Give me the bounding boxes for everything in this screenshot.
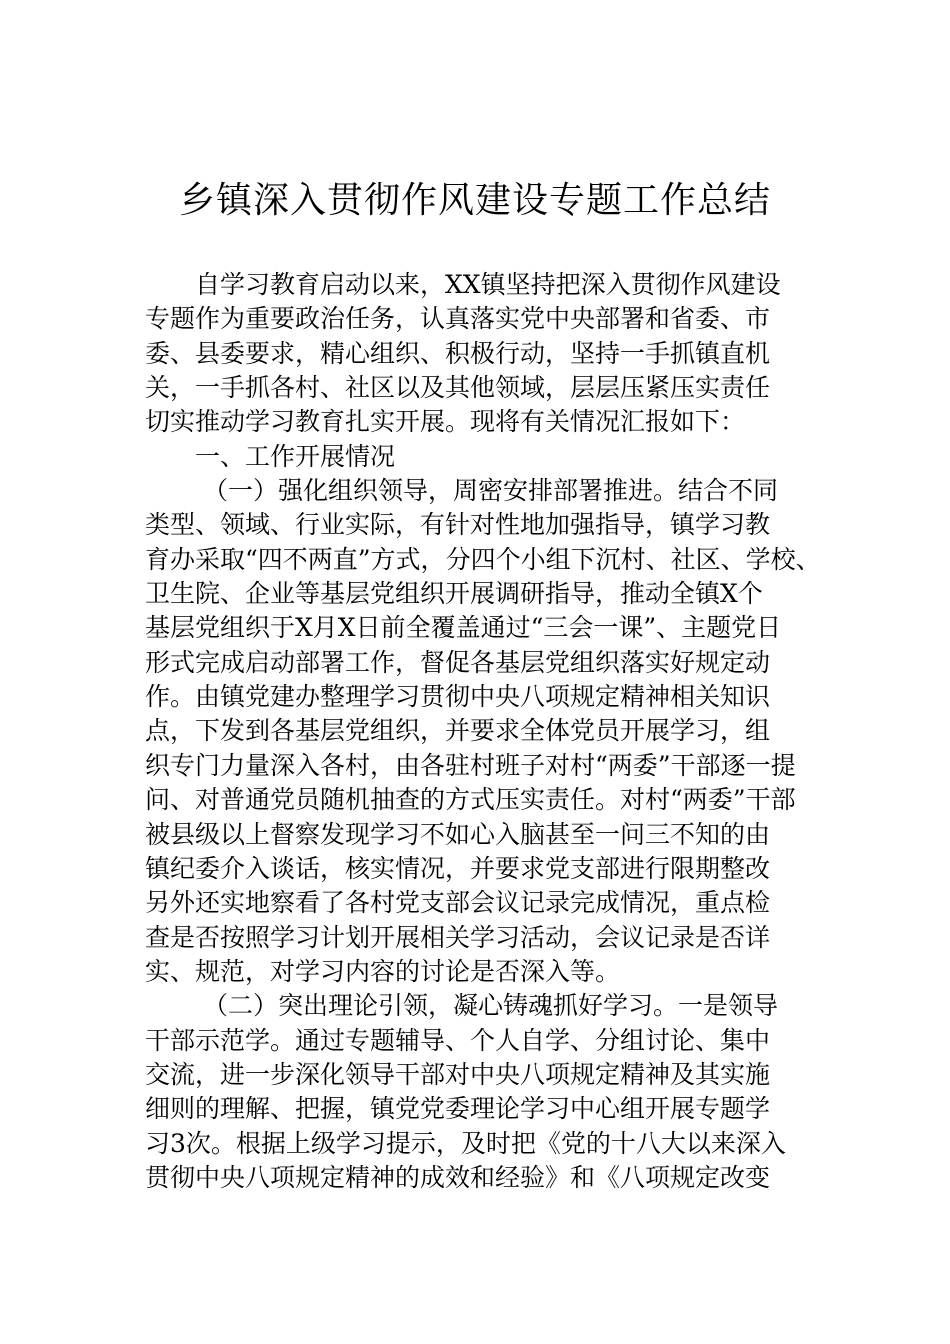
paragraph-line: 查是否按照学习计划开展相关学习活动，会议记录是否详 [145,922,771,952]
paragraph-line: 委、县委要求，精心组织、积极行动，坚持一手抓镇直机 [145,338,771,368]
paragraph-line: 点，下发到各基层党组织，并要求全体党员开展学习，组 [145,716,771,746]
paragraph-line: 另外还实地察看了各村党支部会议记录完成情况，重点检 [145,888,771,918]
paragraph-line: 实、规范，对学习内容的讨论是否深入等。 [145,956,621,986]
paragraph-line: 细则的理解、把握，镇党党委理论学习中心组开展专题学 [145,1094,771,1124]
paragraph-line: 作。由镇党建办整理学习贯彻中央八项规定精神相关知识 [145,682,771,712]
paragraph-line: 自学习教育启动以来，XX镇坚持把深入贯彻作风建设 [195,270,781,299]
paragraph-line: 关，一手抓各村、社区以及其他领域，层层压紧压实责任 [145,373,771,403]
paragraph-line: 类型、领域、行业实际，有针对性地加强指导，镇学习教 [145,510,771,540]
paragraph-line: 基层党组织于X月X日前全覆盖通过“三会一课”、主题党日 [145,613,782,643]
paragraph-line: 专题作为重要政治任务，认真落实党中央部署和省委、市 [145,304,771,334]
paragraph-line: 卫生院、企业等基层党组织开展调研指导，推动全镇X个 [145,579,763,609]
document-title: 乡镇深入贯彻作风建设专题工作总结 [178,180,771,221]
paragraph-line: 被县级以上督察发现学习不如心入脑甚至一问三不知的由 [145,819,771,849]
section-heading: 一、工作开展情况 [195,441,396,471]
paragraph-line: 切实推动学习教育扎实开展。现将有关情况汇报如下： [145,407,746,437]
paragraph-line: 问、对普通党员随机抽查的方式压实责任。对村“两委”干部 [145,785,796,815]
paragraph-line: 育办采取“四不两直”方式，分四个小组下沉村、社区、学校、 [145,544,821,574]
paragraph-line: 镇纪委介入谈话，核实情况，并要求党支部进行限期整改 [145,853,771,883]
paragraph-line: 贯彻中央八项规定精神的成效和经验》和《八项规定改变 [145,1162,771,1192]
document-body [145,268,825,1195]
paragraph-line: 习3次。根据上级学习提示，及时把《党的十八大以来深入 [145,1128,786,1158]
paragraph-line: 交流，进一步深化领导干部对中央八项规定精神及其实施 [145,1059,771,1089]
paragraph-line: 干部示范学。通过专题辅导、个人自学、分组讨论、集中 [145,1025,771,1055]
paragraph-line: （一）强化组织领导，周密安排部署推进。结合不同 [203,476,779,506]
paragraph-line: （二）突出理论引领，凝心铸魂抓好学习。一是领导 [203,991,779,1021]
paragraph-line: 织专门力量深入各村，由各驻村班子对村“两委”干部逐一提 [145,750,796,780]
paragraph-line: 形式完成启动部署工作，督促各基层党组织落实好规定动 [145,647,771,677]
